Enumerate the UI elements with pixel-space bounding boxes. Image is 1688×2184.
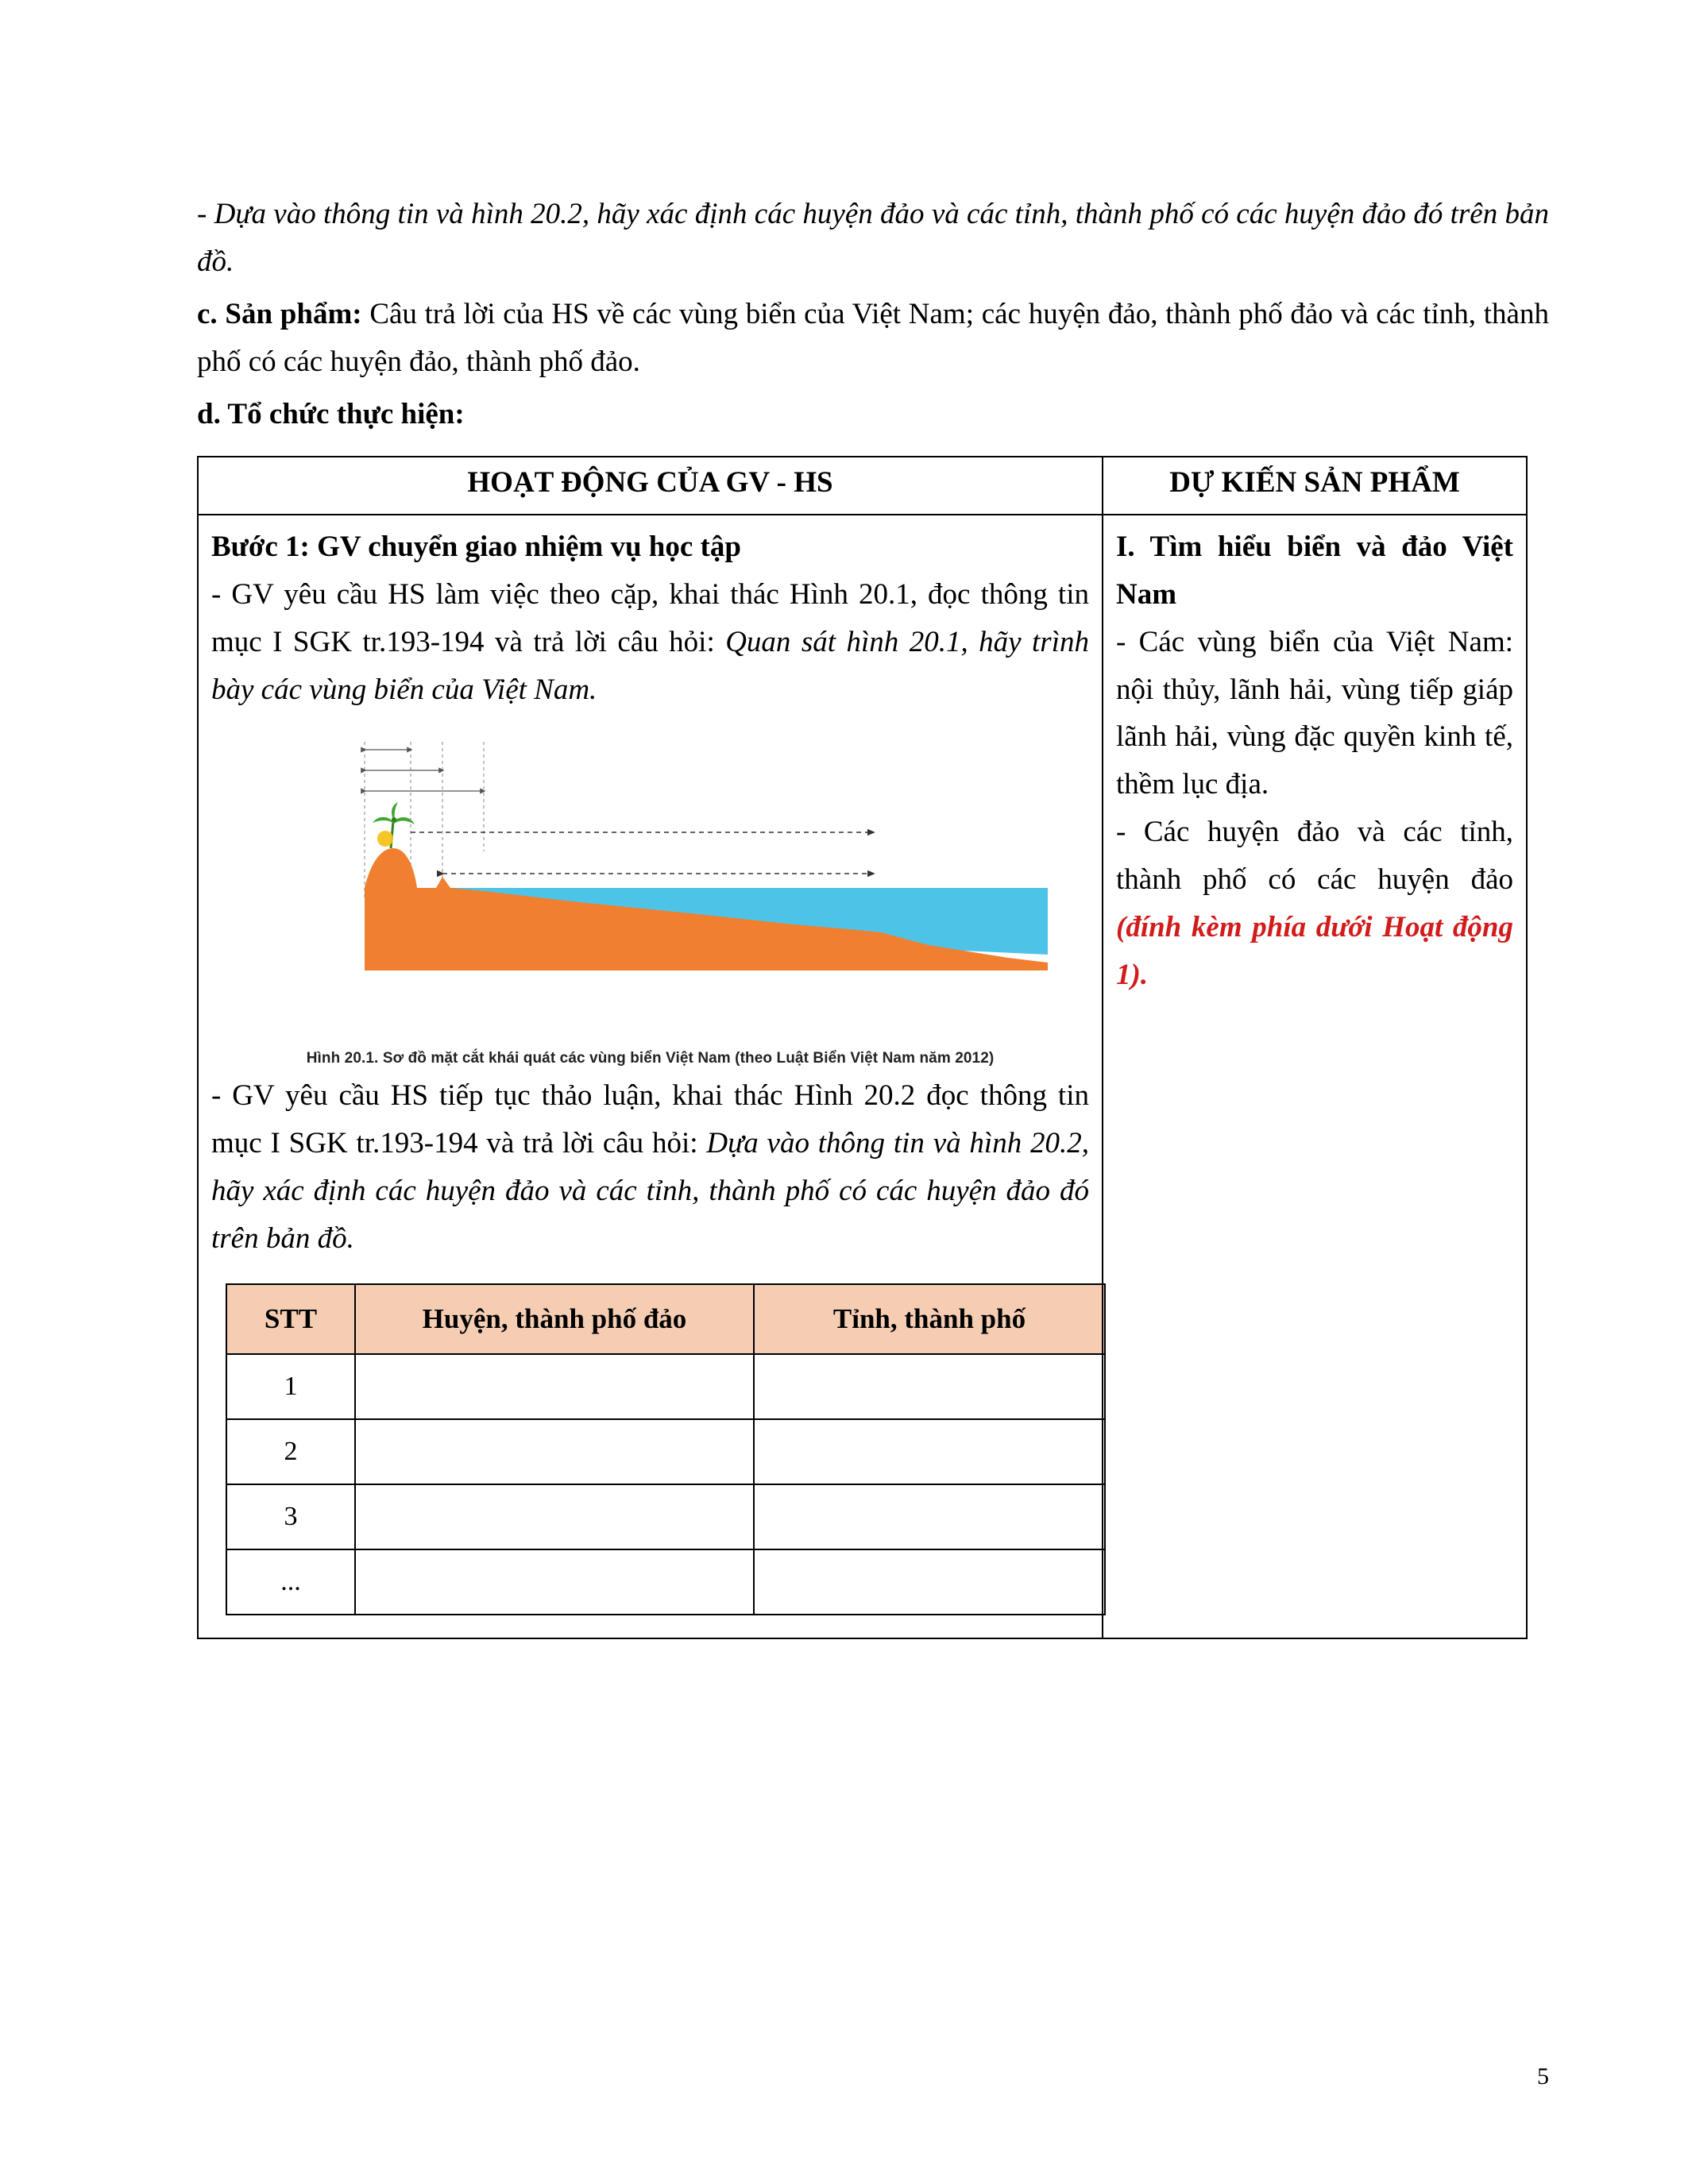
activity-paragraph-2-question: Dựa vào thông tin và hình 20.2, hãy xác định các huyện đảo và các tỉnh, thành phố có các huyện đảo đó trên bản đồ. [211,1127,1089,1256]
san-pham-label: c. Sản phẩm: [197,297,362,330]
header-cell-activities: HOẠT ĐỘNG CỦA GV - HS [198,457,1103,515]
table-row [226,1549,1105,1615]
row-tinh[interactable] [754,1484,1105,1549]
step-title: Bước 1: GV chuyển giao nhiệm vụ học tập [211,530,741,563]
cell-activities [198,515,1103,1639]
activity-paragraph-1-plain: - GV yêu cầu HS làm việc theo cặp, khai thác Hình 20.1, đọc thông tin mục I SGK tr.193-194 và trả lời câu hỏi: [211,577,1089,658]
header-cell-products: DỰ KIẾN SẢN PHẨM [1103,457,1527,515]
figure-diagram [245,732,1056,1042]
activity-paragraph-2 [211,1072,1089,1263]
inner-header-tinh: Tỉnh, thành phố [754,1284,1105,1354]
product-paragraph-1: - Các vùng biển của Việt Nam: nội thủy, lãnh hải, vùng tiếp giáp lãnh hải, vùng đặc quyền kinh tế, thềm lục địa. [1116,625,1513,801]
activity-paragraph-1 [211,571,1089,714]
row-huyen[interactable] [355,1419,754,1484]
san-pham-text: Câu trả lời của HS về các vùng biển của Việt Nam; các huyện đảo, thành phố đảo và các tỉnh, thành phố có các huyện đảo, thành phố đảo. [197,297,1549,378]
activity-paragraph-2-plain: - GV yêu cầu HS tiếp tục thảo luận, khai thác Hình 20.2 đọc thông tin mục I SGK tr.193-194 và trả lời câu hỏi: [211,1079,1089,1160]
row-huyen[interactable] [355,1484,754,1549]
row-stt: ... [226,1549,355,1615]
row-huyen[interactable] [355,1549,754,1615]
intro-paragraph-1: - Dựa vào thông tin và hình 20.2, hãy xác định các huyện đảo và các tỉnh, thành phố có các huyện đảo đó trên bản đồ. [197,198,1549,278]
row-stt: 3 [226,1484,355,1549]
table-row [226,1419,1105,1484]
inner-header-huyen: Huyện, thành phố đảo [355,1284,754,1354]
row-huyen[interactable] [355,1354,754,1419]
inner-header-stt: STT [226,1284,355,1354]
activity-table [197,456,1528,1640]
row-tinh[interactable] [754,1419,1105,1484]
figure-20-1 [211,732,1089,1067]
row-tinh[interactable] [754,1549,1105,1615]
row-stt: 1 [226,1354,355,1419]
table-header-row [198,457,1527,515]
page-number: 5 [1537,2063,1549,2089]
table-content-row [198,515,1527,1639]
cell-products [1103,515,1527,1639]
product-paragraph-2 [1116,808,1513,999]
product-attachment-note: (đính kèm phía dưới Hoạt động 1). [1116,911,1513,992]
product-heading: I. Tìm hiểu biển và đảo Việt Nam [1116,530,1513,611]
table-row [226,1354,1105,1419]
table-row [226,1484,1105,1549]
island-district-table [226,1283,1106,1615]
inner-header-row [226,1284,1105,1354]
row-tinh[interactable] [754,1354,1105,1419]
figure-caption: Hình 20.1. Sơ đồ mặt cắt khái quát các vùng biển Việt Nam (theo Luật Biển Việt Nam năm 2012) [306,1050,995,1067]
sea-zones-diagram-svg [245,732,1056,1042]
intro-paragraph-2 [197,291,1549,386]
intro-paragraph-3: d. Tổ chức thực hiện: [197,397,465,430]
product-paragraph-2-plain: - Các huyện đảo và các tỉnh, thành phố có các huyện đảo [1116,816,1513,897]
row-stt: 2 [226,1419,355,1484]
activity-paragraph-1-question: Quan sát hình 20.1, hãy trình bày các vùng biển của Việt Nam. [211,625,1089,706]
